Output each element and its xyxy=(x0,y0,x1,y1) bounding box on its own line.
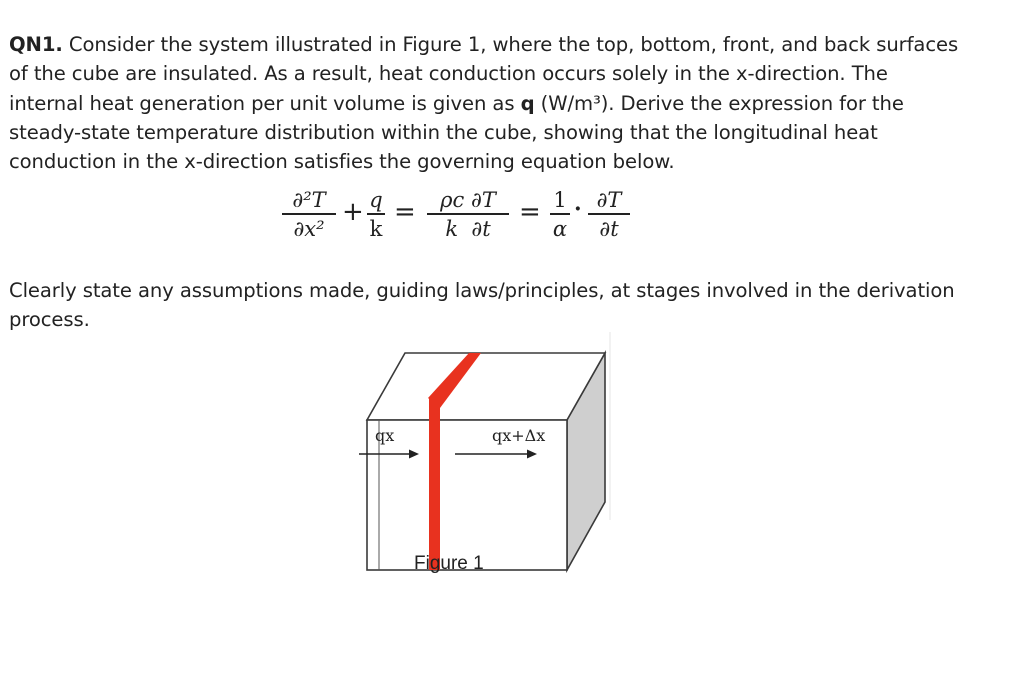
term-one-over-alpha xyxy=(550,188,570,241)
term-dT-dt xyxy=(588,188,630,241)
cube-diagram xyxy=(355,330,615,580)
multiply-dot: · xyxy=(574,196,582,222)
cube-top-face xyxy=(367,353,605,420)
term4-numerator: 1 xyxy=(553,188,567,212)
equals-sign-2: = xyxy=(519,197,541,227)
equals-sign-1: = xyxy=(394,197,416,227)
question-body: Consider the system illustrated in Figure 1, where the top, bottom, front, and back surfaces of the cube are insulated. As a result, heat conduction occurs solely in the x-direction. The internal heat generation per unit volume is given as xyxy=(9,33,959,115)
plus-sign: + xyxy=(342,197,364,227)
term1-numerator: ∂²T xyxy=(292,188,326,212)
cube-figure xyxy=(355,330,615,580)
question-units: (W/m³). Derive the expression for the steady-state temperature distribution within the cube, showing that the longitudinal heat conduction in the x-direction satisfies the governing equation below. xyxy=(9,91,904,174)
term3-numerator: ρc ∂T xyxy=(440,188,496,212)
figure-caption: Figure 1 xyxy=(414,553,484,574)
term5-denominator: ∂t xyxy=(599,216,619,241)
term5-numerator: ∂T xyxy=(596,188,622,212)
red-slice-front xyxy=(429,398,440,570)
q-in-label: qx xyxy=(375,426,395,445)
q-out-label: qx+Δx xyxy=(492,426,546,445)
term2-denominator: k xyxy=(369,216,383,241)
term3-denominator: k ∂t xyxy=(445,216,491,241)
term-rhoc-over-k xyxy=(427,188,509,241)
term1-denominator: ∂x² xyxy=(293,216,325,241)
heat-generation-symbol: q xyxy=(520,91,535,115)
term2-numerator: q xyxy=(369,188,383,212)
assumptions-instruction: Clearly state any assumptions made, guiding laws/principles, at stages involved in the derivation process. xyxy=(9,279,955,332)
question-number: QN1. xyxy=(9,33,63,56)
term-q-over-k xyxy=(367,188,385,241)
term4-denominator: α xyxy=(552,216,568,241)
question-text xyxy=(9,30,959,176)
governing-equation xyxy=(282,188,682,254)
term-d2T-dx2 xyxy=(282,188,336,241)
